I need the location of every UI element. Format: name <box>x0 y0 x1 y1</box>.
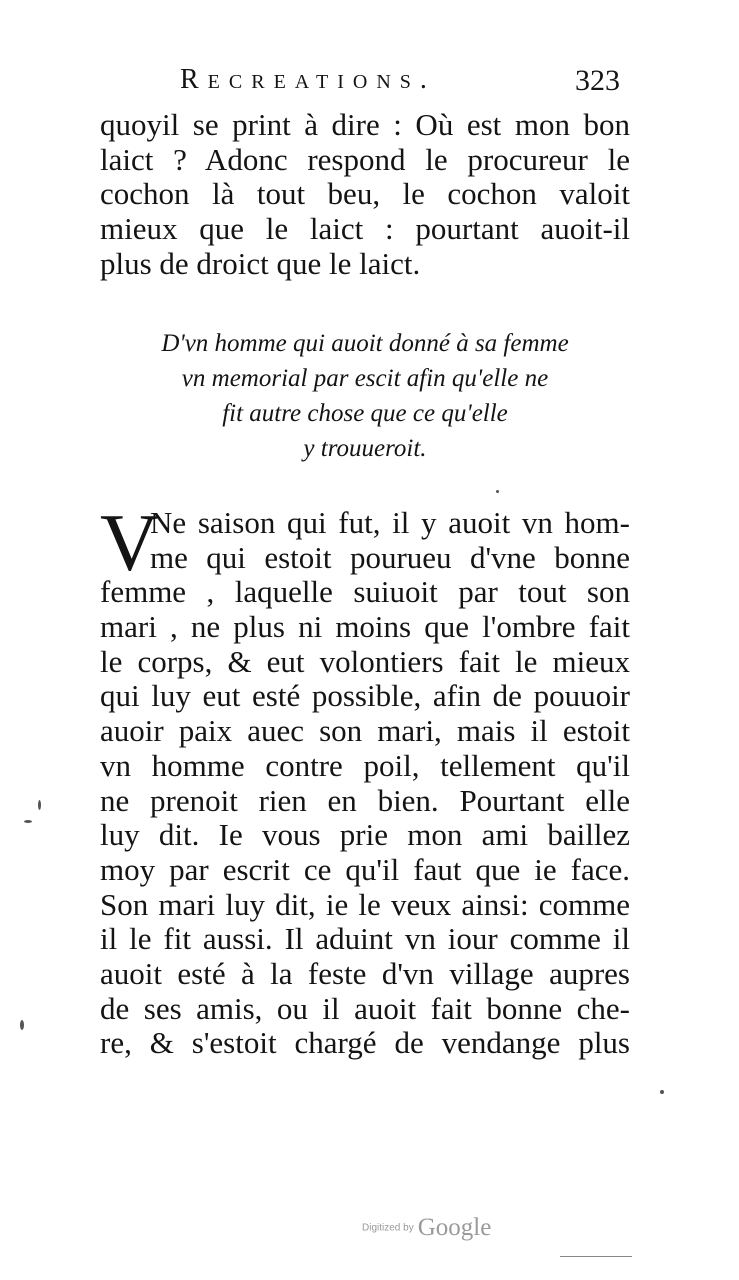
paragraph-top <box>100 108 630 281</box>
text-line: mari , ne plus ni moins que l'ombre fait <box>100 609 630 645</box>
page-number: 323 <box>575 64 620 97</box>
heading-line: D'vn homme qui auoit donné à sa femme <box>161 330 569 357</box>
text-line: de ses amis, ou il auoit fait bonne che- <box>100 990 630 1026</box>
text-line: qui luy eut esté possible, afin de pouuoir <box>100 678 630 714</box>
text-line: Son mari luy dit, ie le veux ainsi: comme <box>100 886 630 922</box>
text-line: auoir paix auec son mari, mais il estoit <box>100 713 630 749</box>
text-line: luy dit. Ie vous prie mon ami baillez <box>100 817 630 853</box>
watermark-google-text: Google <box>417 1214 492 1241</box>
heading-line: vn memorial par escit afin qu'elle ne <box>181 365 549 392</box>
heading-line: fit autre chose que ce qu'elle <box>222 400 508 427</box>
text-line: auoit esté à la feste d'vn village aupres <box>100 955 630 991</box>
print-speck <box>20 1020 24 1030</box>
bottom-rule <box>560 1256 632 1257</box>
text-line: Ne saison qui fut, il y auoit vn hom- <box>150 505 630 540</box>
text-line: ne prenoit rien en bien. Pourtant elle <box>100 782 630 818</box>
text-line: le corps, & eut volontiers fait le mieux <box>100 643 630 679</box>
digitized-by-google-watermark <box>362 1214 491 1242</box>
print-speck <box>660 1090 664 1094</box>
heading-line: y trouueroit. <box>303 435 427 462</box>
running-title: Recreations. <box>180 64 436 95</box>
section-heading <box>100 326 630 466</box>
text-line: vn homme contre poil, tellement qu'il <box>100 747 630 783</box>
text-line: me qui estoit pourueu d'vne bonne <box>150 539 630 575</box>
paragraph-main <box>100 497 630 1061</box>
drop-cap: V <box>100 497 160 588</box>
text-line: femme , laquelle suiuoit par tout son <box>100 574 630 610</box>
text-line: il le fit aussi. Il aduint vn iour comme il <box>100 921 630 957</box>
text-line: mieux que le laict : pourtant auoit-il <box>100 211 630 247</box>
watermark-small-text: Digitized by <box>362 1222 414 1234</box>
text-line: re, & s'estoit chargé de vendange plus <box>100 1025 630 1061</box>
print-speck <box>496 490 499 493</box>
page-header <box>180 64 620 108</box>
text-line: plus de droict que le laict. <box>100 245 421 281</box>
text-line: quoyil se print à dire : Où est mon bon <box>100 107 630 142</box>
print-speck <box>24 820 32 823</box>
print-speck <box>38 800 41 810</box>
text-line: moy par escrit ce qu'il faut que ie face. <box>100 851 630 887</box>
text-line: cochon là tout beu, le cochon valoit <box>100 176 630 212</box>
text-line: laict ? Adonc respond le procureur le <box>100 141 630 177</box>
